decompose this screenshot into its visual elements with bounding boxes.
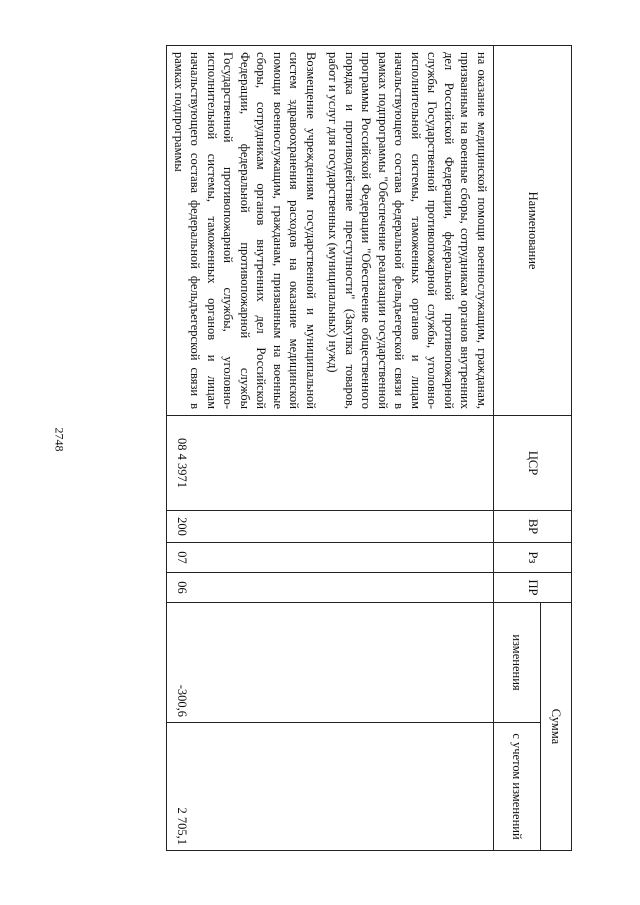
row-rz <box>322 543 494 573</box>
row-change <box>322 603 494 723</box>
row-pr <box>322 573 494 603</box>
row-pr: 06 <box>167 573 322 603</box>
header-name: Наименование <box>494 46 572 416</box>
page-number: 2748 <box>52 427 67 452</box>
row-with-changes <box>322 723 494 851</box>
header-rz: Рз <box>494 543 572 573</box>
row-with-changes: 2 705,1 <box>167 723 322 851</box>
row-change: -300,6 <box>167 603 322 723</box>
row-vr <box>322 511 494 543</box>
row-name: на оказание медицинской помощи военнослужащим, гражданам, призванным на военные сборы, сотрудникам органов внутренних дел Российской Федерации, федеральной противопожарной службы Государственной противопожарной службы, уголовно-исполнительной системы, таможенных органов и лицам начальствующего состава федеральной фельдъегерской связи в рамках подпрограммы "Обеспечение реализации государственной программы Российской Федерации "Обеспечение общественного порядка и противодействие преступности" (Закупка товаров, работ и услуг для государственных (муниципальных) нужд) <box>322 46 494 416</box>
header-vr: ВР <box>494 511 572 543</box>
header-pr: ПР <box>494 573 572 603</box>
rotated-page-content <box>67 45 572 850</box>
table-row <box>167 46 322 851</box>
row-csr: 08 4 3971 <box>167 416 322 511</box>
row-rz: 07 <box>167 543 322 573</box>
header-sum: Сумма <box>541 603 572 851</box>
header-change: изменения <box>494 603 541 723</box>
table-row <box>322 46 494 851</box>
row-csr <box>322 416 494 511</box>
row-name: Возмещение учреждениям государственной и муниципальной систем здравоохранения расходов на оказание медицинской помощи военнослужащим, гражданам, призванным на военные сборы, сотрудникам органов внутренних дел Российской Федерации, федеральной противопожарной службы Государственной противопожарной службы, уголовно-исполнительной системы, таможенных органов и лицам начальствующего состава федеральной фельдъегерской связи в рамках подпрограммы <box>167 46 322 416</box>
header-csr: ЦСР <box>494 416 572 511</box>
budget-table <box>167 45 573 851</box>
header-with-changes: с учетом изменений <box>494 723 541 851</box>
row-vr: 200 <box>167 511 322 543</box>
